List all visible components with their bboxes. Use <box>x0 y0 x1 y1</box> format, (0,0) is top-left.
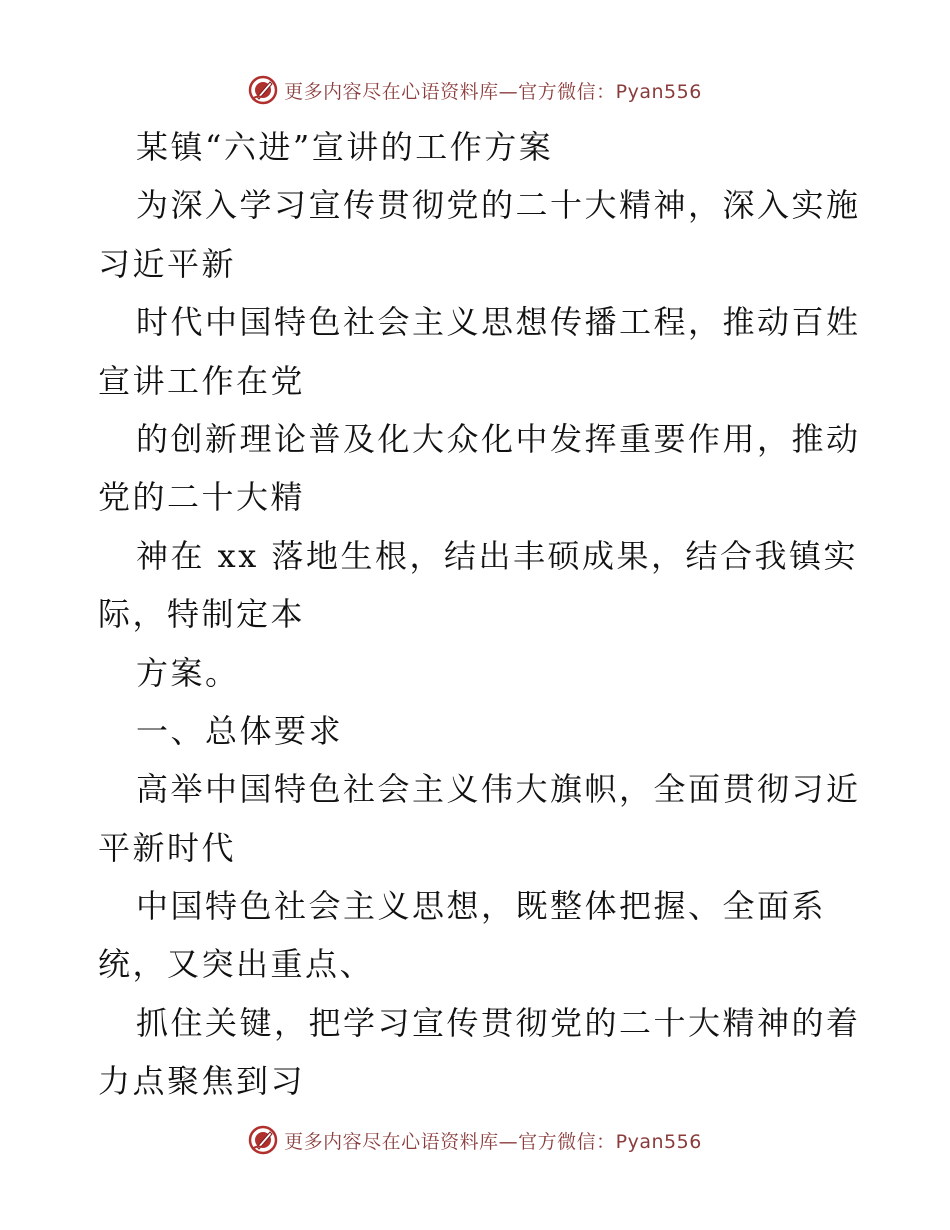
paragraph-line: 时代中国特色社会主义思想传播工程，推动百姓 <box>136 303 861 342</box>
paragraph-line: 的创新理论普及化大众化中发挥重要作用，推动 <box>136 419 861 458</box>
banner-text <box>284 1127 702 1154</box>
paragraph-line: 力点聚焦到习 <box>98 1062 306 1101</box>
banner-separator: — <box>498 80 519 103</box>
library-name: 更多内容尽在心语资料库 <box>284 1130 499 1153</box>
paragraph-line: 为深入学习宣传贯彻党的二十大精神，深入实施 <box>136 186 861 225</box>
banner-text <box>284 77 702 104</box>
wechat-id: 官方微信：Pyan556 <box>518 80 702 103</box>
paragraph-line: 中国特色社会主义思想，既整体把握、全面系 <box>136 887 827 926</box>
header-banner <box>0 70 950 110</box>
paragraph-line: 习近平新 <box>98 244 237 283</box>
paragraph-line: 宣讲工作在党 <box>98 361 306 400</box>
paragraph-line: 平新时代 <box>98 828 237 867</box>
paragraph-line: 神在 xx 落地生根，结出丰硕成果，结合我镇实 <box>136 536 858 575</box>
paragraph-line: 党的二十大精 <box>98 478 306 517</box>
wechat-id: 官方微信：Pyan556 <box>518 1130 702 1153</box>
document-body <box>98 118 861 1111</box>
quill-pen-circle-icon <box>248 75 278 105</box>
paragraph-line: 方案。 <box>136 653 240 692</box>
paragraph-line: 际，特制定本 <box>98 595 306 634</box>
paragraph-line: 高举中国特色社会主义伟大旗帜，全面贯彻习近 <box>136 770 861 809</box>
quill-pen-circle-icon <box>248 1125 278 1155</box>
footer-banner <box>0 1120 950 1160</box>
paragraph-line: 统，又突出重点、 <box>98 945 375 984</box>
paragraph-line: 抓住关键，把学习宣传贯彻党的二十大精神的着 <box>136 1003 861 1042</box>
document-title: 某镇“六进”宣讲的工作方案 <box>136 128 554 166</box>
banner-separator: — <box>498 1130 519 1153</box>
library-name: 更多内容尽在心语资料库 <box>284 80 499 103</box>
paragraph-line: 一、总体要求 <box>136 711 344 750</box>
